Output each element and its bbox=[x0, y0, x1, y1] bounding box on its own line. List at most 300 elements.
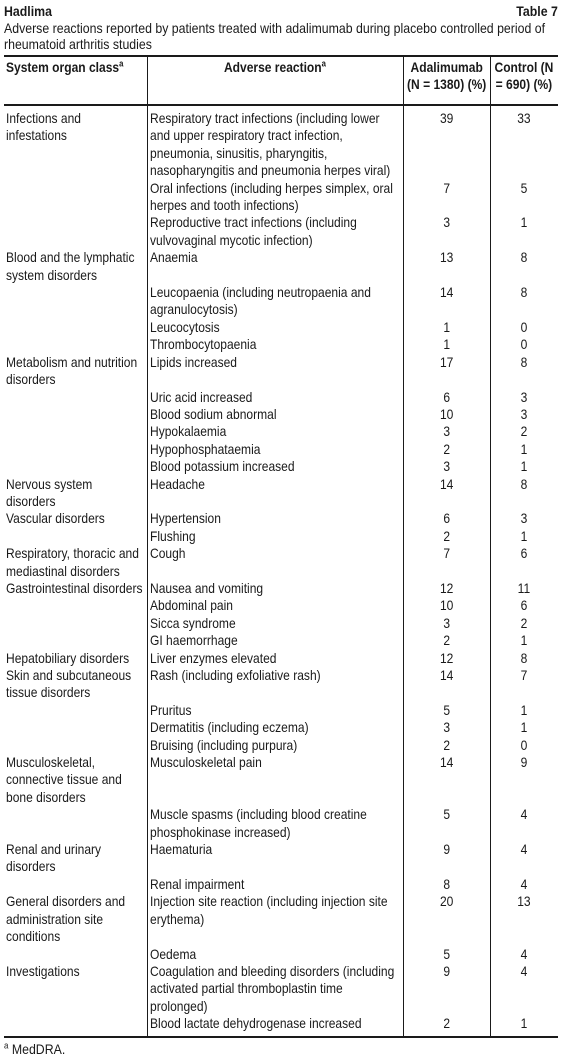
cell-adverse-reaction-text: Blood potassium increased bbox=[149, 458, 295, 475]
cell-control-percent-text: 1 bbox=[520, 701, 528, 718]
header-row bbox=[4, 56, 558, 105]
table-row bbox=[4, 580, 558, 597]
cell-system-organ-class-text: Investigations bbox=[6, 962, 80, 979]
cell-adverse-reaction-text: Pruritus bbox=[149, 701, 191, 718]
cell-adalimumab-percent bbox=[403, 1015, 490, 1036]
cell-control-percent bbox=[490, 667, 558, 702]
cell-control-percent-text: 11 bbox=[517, 579, 531, 596]
cell-control-percent bbox=[490, 806, 558, 841]
cell-adalimumab-percent bbox=[403, 319, 490, 336]
cell-adalimumab-percent bbox=[403, 893, 490, 945]
cell-system-organ-class bbox=[4, 876, 147, 893]
cell-adverse-reaction bbox=[147, 319, 403, 336]
cell-adverse-reaction bbox=[147, 1015, 403, 1036]
table-row bbox=[4, 876, 558, 893]
cell-adverse-reaction-text: Hypertension bbox=[149, 510, 221, 527]
cell-adalimumab-percent-text: 3 bbox=[443, 214, 450, 231]
cell-control-percent-text: 6 bbox=[520, 545, 528, 562]
cell-adalimumab-percent-text: 2 bbox=[443, 736, 450, 753]
cell-adverse-reaction-text: Bruising (including purpura) bbox=[149, 736, 297, 753]
cell-adalimumab-percent bbox=[403, 806, 490, 841]
table-row bbox=[4, 354, 558, 389]
cell-system-organ-class bbox=[4, 319, 147, 336]
cell-system-organ-class bbox=[4, 545, 147, 580]
cell-adalimumab-percent bbox=[403, 441, 490, 458]
cell-adalimumab-percent-text: 14 bbox=[439, 667, 454, 683]
table-row bbox=[4, 806, 558, 841]
cell-adverse-reaction bbox=[147, 632, 403, 649]
cell-adalimumab-percent-text: 10 bbox=[439, 405, 454, 422]
table-row bbox=[4, 615, 558, 632]
cell-adalimumab-percent-text: 3 bbox=[443, 458, 450, 475]
cell-adalimumab-percent bbox=[403, 580, 490, 597]
cell-adalimumab-percent bbox=[403, 650, 490, 667]
cell-adverse-reaction bbox=[147, 249, 403, 284]
cell-control-percent bbox=[490, 319, 558, 336]
table-row bbox=[4, 441, 558, 458]
table-row bbox=[4, 963, 558, 1015]
cell-system-organ-class bbox=[4, 354, 147, 389]
cell-adalimumab-percent-text: 1 bbox=[443, 336, 450, 353]
cell-adverse-reaction bbox=[147, 180, 403, 215]
cell-adalimumab-percent-text: 6 bbox=[443, 510, 450, 527]
cell-control-percent-text: 5 bbox=[520, 179, 528, 196]
cell-adverse-reaction-text: Haematuria bbox=[149, 841, 212, 858]
cell-adverse-reaction-text: Musculoskeletal pain bbox=[149, 754, 262, 771]
cell-adalimumab-percent bbox=[403, 615, 490, 632]
cell-control-percent-text: 0 bbox=[520, 318, 528, 335]
cell-control-percent-text: 8 bbox=[520, 249, 528, 266]
cell-adverse-reaction-text: Uric acid increased bbox=[149, 388, 252, 405]
header-adalimumab-label: Adalimumab (N = 1380) (%) bbox=[406, 59, 487, 93]
cell-adverse-reaction-text: Liver enzymes elevated bbox=[149, 649, 276, 666]
cell-adverse-reaction bbox=[147, 597, 403, 614]
cell-control-percent-text: 1 bbox=[520, 458, 528, 475]
table-row bbox=[4, 528, 558, 545]
cell-adverse-reaction bbox=[147, 406, 403, 423]
cell-system-organ-class bbox=[4, 806, 147, 841]
cell-system-organ-class bbox=[4, 249, 147, 284]
cell-adverse-reaction-text: Flushing bbox=[149, 527, 196, 544]
table-row bbox=[4, 105, 558, 180]
cell-control-percent bbox=[490, 214, 558, 249]
cell-control-percent bbox=[490, 632, 558, 649]
cell-control-percent-text: 1 bbox=[520, 214, 528, 231]
table-row bbox=[4, 319, 558, 336]
table-row bbox=[4, 476, 558, 511]
cell-adalimumab-percent bbox=[403, 406, 490, 423]
brand-name: Hadlima bbox=[4, 3, 52, 19]
cell-control-percent bbox=[490, 406, 558, 423]
table-row bbox=[4, 249, 558, 284]
cell-adverse-reaction-text: Injection site reaction (including injection site erythema) bbox=[149, 893, 388, 927]
cell-adverse-reaction bbox=[147, 510, 403, 527]
cell-adalimumab-percent bbox=[403, 963, 490, 1015]
header-control-label: Control (N = 690) (%) bbox=[494, 59, 554, 93]
cell-control-percent bbox=[490, 597, 558, 614]
cell-adverse-reaction-text: Renal impairment bbox=[149, 875, 244, 892]
header-reaction-footnote-mark: a bbox=[321, 58, 327, 69]
cell-control-percent-text: 8 bbox=[520, 649, 528, 666]
cell-control-percent bbox=[490, 650, 558, 667]
cell-control-percent-text: 1 bbox=[520, 527, 528, 544]
table-row bbox=[4, 510, 558, 527]
cell-adverse-reaction bbox=[147, 737, 403, 754]
cell-control-percent bbox=[490, 754, 558, 806]
header-adalimumab bbox=[403, 56, 490, 105]
cell-control-percent bbox=[490, 389, 558, 406]
cell-system-organ-class bbox=[4, 597, 147, 614]
cell-system-organ-class-text: Musculoskeletal, connective tissue and bone disorders bbox=[6, 754, 122, 805]
header-soc-footnote-mark: a bbox=[119, 58, 124, 69]
footnote-mark: a bbox=[4, 1039, 9, 1050]
cell-adalimumab-percent-text: 12 bbox=[439, 649, 454, 666]
cell-system-organ-class bbox=[4, 893, 147, 945]
cell-adalimumab-percent bbox=[403, 476, 490, 511]
cell-adverse-reaction bbox=[147, 528, 403, 545]
cell-adverse-reaction bbox=[147, 615, 403, 632]
cell-control-percent-text: 33 bbox=[517, 110, 531, 126]
cell-adverse-reaction bbox=[147, 841, 403, 876]
adverse-reactions-table bbox=[4, 55, 558, 1038]
cell-control-percent-text: 1 bbox=[520, 632, 528, 649]
cell-adalimumab-percent bbox=[403, 545, 490, 580]
cell-system-organ-class-text: Respiratory, thoracic and mediastinal disorders bbox=[6, 545, 139, 579]
cell-system-organ-class bbox=[4, 1015, 147, 1036]
cell-adverse-reaction-text: Muscle spasms (including blood creatine phosphokinase increased) bbox=[149, 806, 367, 840]
header-soc-label: System organ class bbox=[6, 59, 120, 75]
table-row bbox=[4, 946, 558, 963]
cell-system-organ-class bbox=[4, 406, 147, 423]
cell-adalimumab-percent bbox=[403, 946, 490, 963]
cell-adalimumab-percent-text: 3 bbox=[443, 614, 450, 631]
cell-adverse-reaction-text: Reproductive tract infections (including vulvovaginal mycotic infection) bbox=[149, 214, 357, 248]
header-control bbox=[490, 56, 558, 105]
cell-system-organ-class bbox=[4, 423, 147, 440]
cell-adverse-reaction-text: GI haemorrhage bbox=[149, 632, 238, 649]
cell-system-organ-class bbox=[4, 214, 147, 249]
cell-adverse-reaction-text: Anaemia bbox=[149, 249, 198, 266]
cell-adverse-reaction bbox=[147, 545, 403, 580]
cell-system-organ-class bbox=[4, 476, 147, 511]
table-row bbox=[4, 667, 558, 702]
cell-adverse-reaction bbox=[147, 214, 403, 249]
cell-system-organ-class-text: Vascular disorders bbox=[6, 510, 105, 527]
cell-adalimumab-percent-text: 3 bbox=[443, 719, 450, 736]
cell-control-percent bbox=[490, 476, 558, 511]
cell-control-percent-text: 8 bbox=[520, 353, 528, 370]
cell-control-percent bbox=[490, 249, 558, 284]
cell-control-percent-text: 1 bbox=[520, 719, 528, 736]
cell-system-organ-class bbox=[4, 528, 147, 545]
cell-control-percent-text: 2 bbox=[520, 614, 528, 631]
cell-adalimumab-percent-text: 1 bbox=[443, 318, 450, 335]
cell-adalimumab-percent bbox=[403, 458, 490, 475]
cell-control-percent-text: 13 bbox=[517, 893, 531, 910]
table-row bbox=[4, 1015, 558, 1036]
cell-control-percent bbox=[490, 737, 558, 754]
cell-adalimumab-percent-text: 2 bbox=[443, 527, 450, 544]
table-row bbox=[4, 841, 558, 876]
cell-adalimumab-percent-text: 2 bbox=[443, 440, 450, 457]
cell-adverse-reaction bbox=[147, 389, 403, 406]
table-row bbox=[4, 336, 558, 353]
cell-adalimumab-percent-text: 39 bbox=[439, 110, 454, 126]
cell-adalimumab-percent bbox=[403, 737, 490, 754]
cell-adalimumab-percent-text: 2 bbox=[443, 632, 450, 649]
cell-system-organ-class-text: Metabolism and nutrition disorders bbox=[6, 353, 138, 388]
cell-control-percent bbox=[490, 893, 558, 945]
cell-adalimumab-percent bbox=[403, 389, 490, 406]
table-label: Table 7 bbox=[516, 3, 558, 19]
cell-control-percent-text: 8 bbox=[520, 284, 528, 301]
table-row bbox=[4, 754, 558, 806]
cell-control-percent bbox=[490, 580, 558, 597]
cell-adalimumab-percent bbox=[403, 754, 490, 806]
cell-control-percent-text: 4 bbox=[520, 806, 528, 823]
cell-adalimumab-percent bbox=[403, 841, 490, 876]
cell-adalimumab-percent-text: 12 bbox=[439, 579, 454, 596]
table-row bbox=[4, 632, 558, 649]
cell-adalimumab-percent-text: 13 bbox=[439, 249, 454, 266]
cell-control-percent-text: 2 bbox=[520, 423, 528, 440]
cell-adalimumab-percent bbox=[403, 336, 490, 353]
cell-control-percent-text: 6 bbox=[520, 597, 528, 614]
cell-system-organ-class bbox=[4, 336, 147, 353]
cell-system-organ-class bbox=[4, 667, 147, 702]
cell-adverse-reaction-text: Dermatitis (including eczema) bbox=[149, 719, 309, 736]
cell-adverse-reaction bbox=[147, 806, 403, 841]
cell-system-organ-class bbox=[4, 737, 147, 754]
cell-adalimumab-percent bbox=[403, 105, 490, 180]
cell-adalimumab-percent-text: 14 bbox=[439, 284, 454, 301]
table-row bbox=[4, 406, 558, 423]
table-row bbox=[4, 893, 558, 945]
header-system-organ-class bbox=[4, 56, 147, 105]
cell-control-percent bbox=[490, 336, 558, 353]
cell-adverse-reaction-text: Rash (including exfoliative rash) bbox=[149, 667, 321, 683]
table-row bbox=[4, 597, 558, 614]
cell-adverse-reaction-text: Leucocytosis bbox=[149, 318, 220, 335]
footnote bbox=[4, 1040, 492, 1058]
cell-control-percent-text: 1 bbox=[520, 440, 528, 457]
cell-system-organ-class bbox=[4, 650, 147, 667]
cell-adverse-reaction-text: Abdominal pain bbox=[149, 597, 233, 614]
table-row bbox=[4, 423, 558, 440]
cell-control-percent-text: 4 bbox=[520, 875, 528, 892]
cell-adverse-reaction-text: Nausea and vomiting bbox=[149, 579, 263, 596]
cell-adalimumab-percent-text: 9 bbox=[443, 841, 450, 858]
cell-adverse-reaction bbox=[147, 458, 403, 475]
cell-adverse-reaction-text: Oedema bbox=[149, 945, 196, 962]
cell-system-organ-class bbox=[4, 580, 147, 597]
table-row bbox=[4, 737, 558, 754]
cell-adverse-reaction bbox=[147, 719, 403, 736]
cell-adverse-reaction bbox=[147, 702, 403, 719]
cell-control-percent bbox=[490, 180, 558, 215]
cell-control-percent-text: 7 bbox=[520, 667, 528, 683]
table-row bbox=[4, 389, 558, 406]
cell-adalimumab-percent-text: 5 bbox=[443, 945, 450, 962]
cell-adalimumab-percent-text: 3 bbox=[443, 423, 450, 440]
cell-adalimumab-percent bbox=[403, 423, 490, 440]
cell-adverse-reaction bbox=[147, 754, 403, 806]
cell-control-percent bbox=[490, 702, 558, 719]
cell-control-percent-text: 3 bbox=[520, 405, 528, 422]
cell-adverse-reaction-text: Lipids increased bbox=[149, 353, 237, 370]
cell-control-percent bbox=[490, 946, 558, 963]
table-row bbox=[4, 180, 558, 215]
cell-adalimumab-percent bbox=[403, 510, 490, 527]
cell-adverse-reaction-text: Hypokalaemia bbox=[149, 423, 226, 440]
cell-adverse-reaction bbox=[147, 476, 403, 511]
cell-adverse-reaction bbox=[147, 963, 403, 1015]
cell-system-organ-class bbox=[4, 841, 147, 876]
cell-control-percent bbox=[490, 458, 558, 475]
cell-system-organ-class bbox=[4, 615, 147, 632]
cell-system-organ-class bbox=[4, 510, 147, 527]
table-row bbox=[4, 214, 558, 249]
cell-adalimumab-percent-text: 5 bbox=[443, 806, 450, 823]
cell-system-organ-class-text: Hepatobiliary disorders bbox=[6, 649, 130, 666]
cell-adalimumab-percent-text: 14 bbox=[439, 475, 454, 492]
table-row bbox=[4, 719, 558, 736]
cell-adalimumab-percent-text: 9 bbox=[443, 962, 450, 979]
cell-adalimumab-percent-text: 10 bbox=[439, 597, 454, 614]
footnote-text: MedDRA. bbox=[8, 1040, 66, 1057]
cell-adalimumab-percent-text: 7 bbox=[443, 179, 450, 196]
cell-adverse-reaction bbox=[147, 650, 403, 667]
cell-control-percent bbox=[490, 423, 558, 440]
cell-adverse-reaction bbox=[147, 441, 403, 458]
cell-control-percent bbox=[490, 528, 558, 545]
cell-system-organ-class bbox=[4, 702, 147, 719]
header-reaction-label: Adverse reaction bbox=[223, 59, 322, 75]
cell-control-percent bbox=[490, 841, 558, 876]
cell-adalimumab-percent bbox=[403, 876, 490, 893]
cell-adalimumab-percent-text: 20 bbox=[439, 893, 454, 910]
cell-system-organ-class-text: Blood and the lymphatic system disorders bbox=[6, 249, 135, 283]
cell-adalimumab-percent bbox=[403, 180, 490, 215]
cell-control-percent-text: 3 bbox=[520, 510, 528, 527]
cell-control-percent bbox=[490, 615, 558, 632]
cell-control-percent-text: 3 bbox=[520, 388, 528, 405]
cell-adalimumab-percent-text: 7 bbox=[443, 545, 450, 562]
cell-system-organ-class bbox=[4, 180, 147, 215]
cell-adverse-reaction bbox=[147, 105, 403, 180]
cell-adverse-reaction bbox=[147, 284, 403, 319]
cell-control-percent-text: 4 bbox=[520, 962, 528, 979]
cell-adalimumab-percent bbox=[403, 719, 490, 736]
cell-adverse-reaction-text: Thrombocytopaenia bbox=[149, 336, 256, 353]
cell-adalimumab-percent bbox=[403, 249, 490, 284]
cell-control-percent-text: 4 bbox=[520, 841, 528, 858]
table-body bbox=[4, 105, 558, 1037]
cell-control-percent bbox=[490, 719, 558, 736]
cell-adverse-reaction-text: Oral infections (including herpes simplex, oral herpes and tooth infections) bbox=[149, 179, 393, 214]
cell-control-percent-text: 4 bbox=[520, 945, 528, 962]
cell-adverse-reaction bbox=[147, 667, 403, 702]
cell-adverse-reaction bbox=[147, 580, 403, 597]
cell-control-percent-text: 1 bbox=[520, 1015, 528, 1032]
cell-adalimumab-percent-text: 17 bbox=[439, 353, 454, 370]
cell-adverse-reaction-text: Leucopaenia (including neutropaenia and agranulocytosis) bbox=[149, 284, 371, 318]
cell-system-organ-class-text: Gastrointestinal disorders bbox=[6, 579, 143, 596]
cell-adverse-reaction bbox=[147, 876, 403, 893]
cell-adverse-reaction-text: Cough bbox=[149, 545, 185, 562]
cell-adalimumab-percent bbox=[403, 632, 490, 649]
cell-control-percent bbox=[490, 545, 558, 580]
table-row bbox=[4, 284, 558, 319]
cell-system-organ-class bbox=[4, 754, 147, 806]
cell-system-organ-class bbox=[4, 632, 147, 649]
header-adverse-reaction bbox=[147, 56, 403, 105]
table-row bbox=[4, 458, 558, 475]
cell-adalimumab-percent-text: 14 bbox=[439, 754, 454, 771]
cell-adverse-reaction-text: Blood sodium abnormal bbox=[149, 405, 277, 422]
cell-control-percent bbox=[490, 441, 558, 458]
table-row bbox=[4, 702, 558, 719]
cell-adalimumab-percent bbox=[403, 702, 490, 719]
cell-system-organ-class bbox=[4, 105, 147, 180]
cell-control-percent bbox=[490, 510, 558, 527]
cell-system-organ-class-text: General disorders and administration site conditions bbox=[6, 893, 126, 945]
cell-system-organ-class bbox=[4, 458, 147, 475]
cell-adverse-reaction-text: Headache bbox=[149, 475, 205, 492]
cell-control-percent-text: 8 bbox=[520, 475, 528, 492]
cell-adalimumab-percent bbox=[403, 354, 490, 389]
cell-control-percent-text: 9 bbox=[520, 754, 528, 771]
cell-adverse-reaction bbox=[147, 336, 403, 353]
cell-system-organ-class-text: Renal and urinary disorders bbox=[6, 841, 102, 875]
cell-adalimumab-percent bbox=[403, 214, 490, 249]
cell-adalimumab-percent-text: 2 bbox=[443, 1015, 450, 1032]
cell-system-organ-class bbox=[4, 719, 147, 736]
cell-adverse-reaction bbox=[147, 423, 403, 440]
cell-system-organ-class bbox=[4, 389, 147, 406]
cell-adalimumab-percent bbox=[403, 528, 490, 545]
cell-adverse-reaction-text: Hypophosphataemia bbox=[149, 440, 260, 457]
cell-adverse-reaction-text: Coagulation and bleeding disorders (including activated partial thromboplastin time prolonged) bbox=[149, 962, 394, 1014]
cell-adalimumab-percent bbox=[403, 284, 490, 319]
cell-control-percent bbox=[490, 1015, 558, 1036]
cell-system-organ-class-text: Infections and infestations bbox=[6, 110, 81, 144]
cell-control-percent bbox=[490, 876, 558, 893]
cell-control-percent bbox=[490, 963, 558, 1015]
cell-system-organ-class-text: Skin and subcutaneous tissue disorders bbox=[6, 667, 132, 701]
table-row bbox=[4, 545, 558, 580]
cell-system-organ-class bbox=[4, 284, 147, 319]
cell-control-percent-text: 0 bbox=[520, 336, 528, 353]
title-bar bbox=[4, 3, 558, 20]
cell-adverse-reaction-text: Respiratory tract infections (including lower and upper respiratory tract infection, pneumonia, sinusitis, pharyngitis, nasopharyngitis and pneumonia herpes viral) bbox=[149, 110, 390, 179]
cell-adalimumab-percent-text: 6 bbox=[443, 388, 450, 405]
cell-adalimumab-percent bbox=[403, 667, 490, 702]
table-header bbox=[4, 56, 558, 105]
cell-adverse-reaction bbox=[147, 946, 403, 963]
table-row bbox=[4, 650, 558, 667]
table-caption: Adverse reactions reported by patients treated with adalimumab during placebo controlled period of rheumatoid arthritis studies bbox=[4, 20, 546, 52]
cell-control-percent bbox=[490, 354, 558, 389]
cell-control-percent-text: 0 bbox=[520, 736, 528, 753]
cell-control-percent bbox=[490, 105, 558, 180]
cell-adalimumab-percent bbox=[403, 597, 490, 614]
cell-adalimumab-percent-text: 5 bbox=[443, 701, 450, 718]
cell-system-organ-class-text: Nervous system disorders bbox=[6, 475, 93, 509]
cell-adverse-reaction bbox=[147, 354, 403, 389]
cell-adalimumab-percent-text: 8 bbox=[443, 875, 450, 892]
cell-system-organ-class bbox=[4, 441, 147, 458]
